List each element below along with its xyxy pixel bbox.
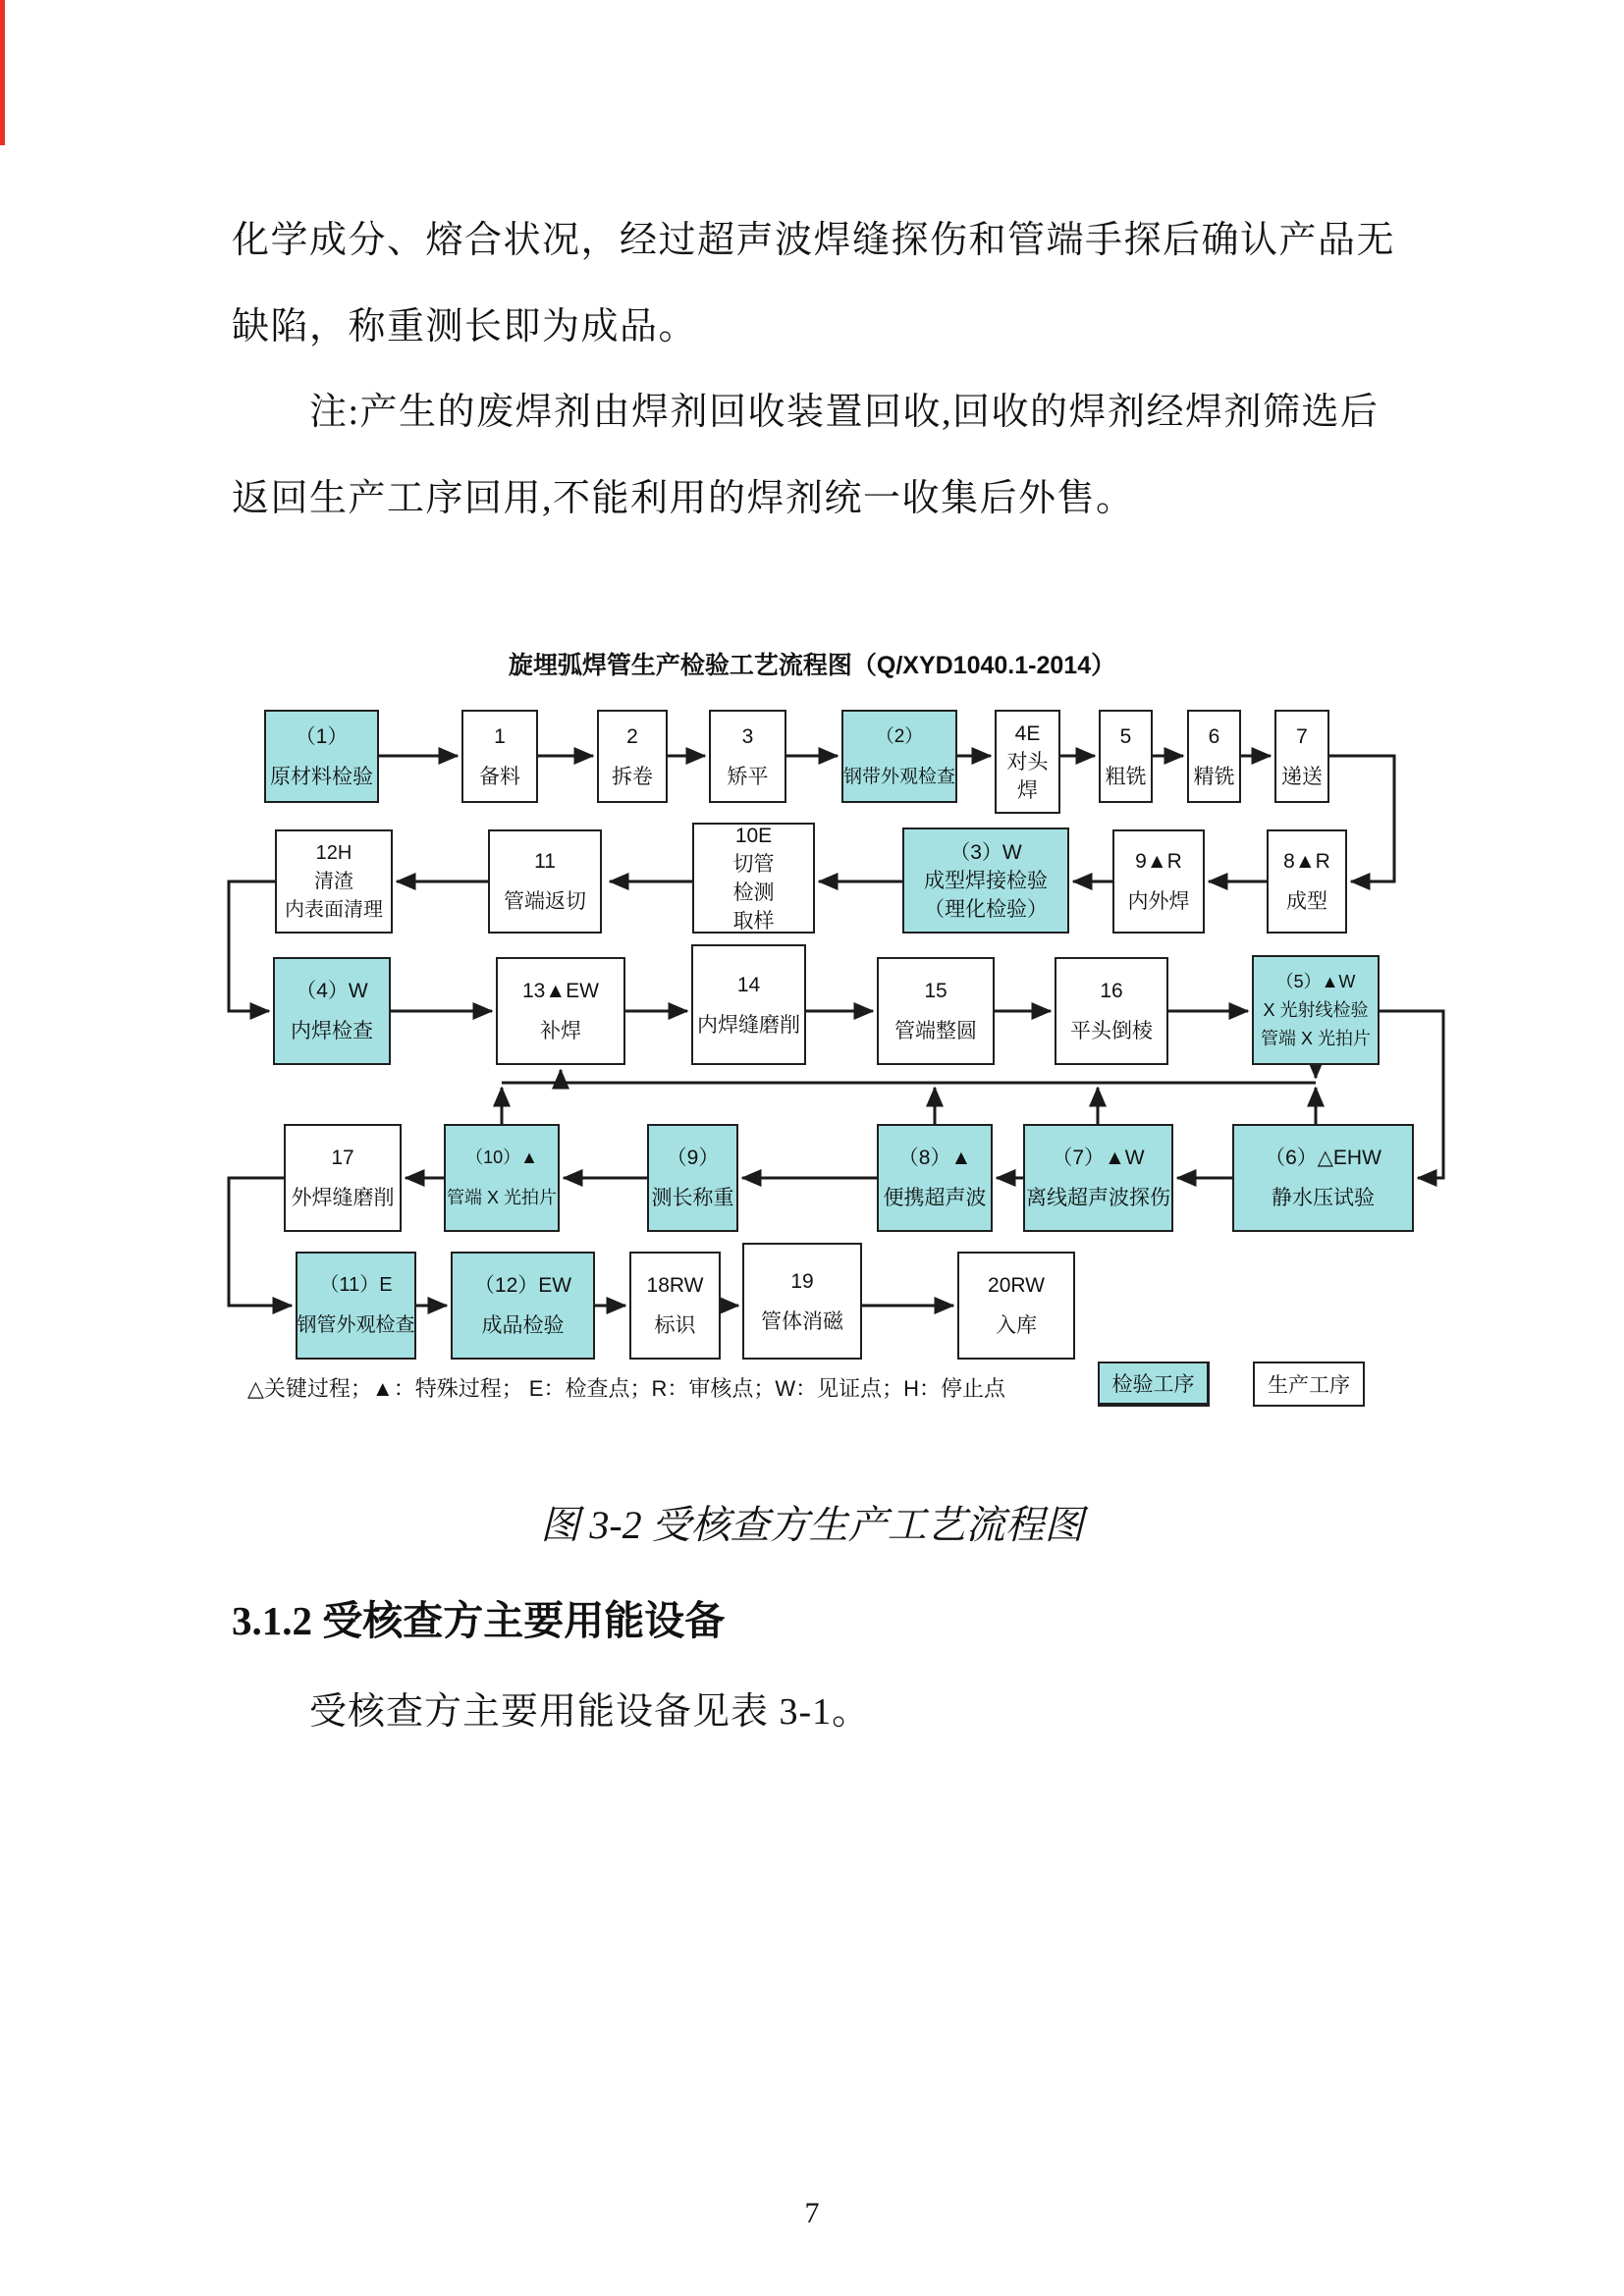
flow-node-code: （11）E [319,1274,393,1296]
flow-node-code: 7 [1296,724,1308,748]
flow-node-label: 标识 [654,1314,696,1337]
legend-key-production-label: 生产工序 [1268,1374,1350,1397]
flow-node-label: 成型 [1286,890,1327,913]
flow-node-label: X 光射线检验 [1263,999,1369,1020]
flow-node-code: 1 [494,724,506,748]
flow-node-n32 [957,1252,1075,1360]
flow-node-n3 [597,710,668,803]
flow-node-label: 离线超声波探伤 [1026,1187,1170,1209]
flow-node-label: 钢管外观检查 [297,1314,415,1336]
legend-key-inspection-label: 检验工序 [1111,1373,1195,1396]
flow-arrow [229,881,275,1011]
flow-node-label: 平头倒棱 [1070,1020,1153,1042]
flow-node-label: 入库 [996,1314,1037,1337]
flow-node-label: 测长称重 [651,1187,734,1209]
flow-node-label: 管端返切 [504,890,586,913]
flow-node-label: 精铣 [1193,765,1235,788]
flow-node-label: 备料 [479,765,520,788]
flow-node-code: 4E [1014,721,1041,745]
flow-node-label: 矫平 [727,765,769,788]
flow-node-n19 [877,957,995,1065]
flow-node-code: （4）W [296,980,368,1002]
flow-node-n7 [1099,710,1153,803]
flow-node-label: 内焊检查 [291,1020,373,1042]
flow-node-code: 11 [534,850,556,873]
flow-node-n15 [1267,829,1347,934]
flow-node-code: （9） [666,1147,720,1169]
flow-node-n5 [841,710,957,803]
flow-node-label: 清渣 [314,870,353,892]
legend-key-inspection [1098,1362,1210,1407]
flow-node-n24 [647,1124,738,1232]
flow-node-label: 检测 [732,881,775,904]
flow-node-label: 管端 X 光拍片 [1260,1028,1371,1048]
flow-node-code: 6 [1208,724,1220,748]
flow-node-n8 [1187,710,1241,803]
body-paragraph1-line1: 化学成分、熔合状况，经过超声波焊缝探伤和管端手探后确认产品无 [232,220,1396,261]
flow-node-n23 [444,1124,560,1232]
flow-node-code: （1） [295,724,349,748]
flow-node-n1 [264,710,379,803]
body-paragraph3: 受核查方主要用能设备见表 3-1。 [309,1691,871,1733]
flow-node-label: 递送 [1281,765,1323,788]
flow-node-code: 14 [736,973,761,996]
flow-node-n9 [1274,710,1329,803]
flow-node-code: 3 [741,724,754,748]
flow-node-n27 [1232,1124,1414,1232]
flow-node-n11 [488,829,602,934]
flow-node-n28 [296,1252,416,1360]
flow-node-code: 16 [1100,980,1123,1002]
flow-node-n22 [284,1124,402,1232]
flow-node-n10 [275,829,393,934]
flow-node-n13 [902,828,1069,934]
flow-node-label: 外焊缝磨削 [291,1187,395,1209]
flow-node-code: 18RW [646,1274,704,1297]
flow-node-n14 [1112,829,1205,934]
legend-key-production [1253,1362,1365,1407]
flow-node-code: 9▲R [1135,850,1182,873]
flow-node-n18 [691,944,806,1065]
flow-node-label: 管端整圆 [894,1020,977,1042]
page-number: 7 [804,2197,820,2229]
flow-node-n17 [496,957,625,1065]
flow-node-code: 5 [1119,724,1132,748]
flow-node-label: （理化检验） [924,897,1048,921]
flow-node-label: 成品检验 [481,1314,565,1337]
flow-node-label: 成型焊接检验 [924,869,1048,892]
flow-node-label: 管体消磁 [761,1309,843,1333]
flow-node-n21 [1252,955,1380,1065]
flow-node-code: （7）▲W [1052,1147,1145,1169]
figure-caption: 图 3-2 受核查方生产工艺流程图 [540,1503,1084,1547]
flow-node-code: 19 [790,1269,814,1293]
flow-node-label: 管端 X 光拍片 [446,1188,557,1207]
body-paragraph1-line2: 缺陷，称重测长即为成品。 [232,306,698,347]
flow-node-n20 [1055,957,1168,1065]
flow-arrow [229,1178,292,1306]
flow-node-label: 切管 [732,852,775,876]
section-heading: 3.1.2 受核查方主要用能设备 [232,1598,726,1643]
flow-node-n30 [629,1252,721,1360]
flow-node-label: 取样 [732,909,775,933]
flow-node-n4 [709,710,786,803]
flow-node-n16 [273,957,391,1065]
flow-node-label: 补焊 [540,1020,581,1042]
body-paragraph2-line2: 返回生产工序回用,不能利用的焊剂统一收集后外售。 [232,478,1135,519]
flow-node-code: 10E [734,824,773,847]
flow-node-code: 20RW [988,1274,1045,1297]
flow-node-n12 [692,823,815,934]
flow-node-code: （8）▲ [897,1147,972,1169]
flow-node-label: 原材料检验 [270,765,373,788]
flow-node-code: 12H [315,841,352,864]
flow-node-label: 静水压试验 [1272,1187,1375,1209]
flow-node-label: 便携超声波 [883,1187,987,1209]
flow-node-label: 对头 [1006,750,1049,774]
flow-node-n25 [877,1124,993,1232]
flow-node-n26 [1023,1124,1173,1232]
flow-node-n2 [461,710,538,803]
flow-node-label: 焊 [1017,778,1038,802]
flowchart-title: 旋埋弧焊管生产检验工艺流程图（Q/XYD1040.1-2014） [508,652,1116,679]
flowchart-legend: △关键过程；▲：特殊过程； E：检查点；R：审核点；W：见证点；H：停止点 [247,1376,1006,1401]
flow-node-code: 2 [626,724,638,748]
flow-node-label: 内外焊 [1127,890,1190,913]
flow-node-code: （3）W [949,840,1022,864]
flow-node-code: 15 [924,980,947,1002]
flow-node-code: 8▲R [1283,850,1330,873]
flow-node-code: （2） [875,725,924,747]
flow-node-n29 [451,1252,595,1360]
flow-node-code: 13▲EW [522,980,599,1002]
flow-node-label: 内焊缝磨削 [697,1013,800,1037]
flow-node-label: 钢带外观检查 [843,766,956,787]
flow-node-code: （6）△EHW [1265,1147,1381,1169]
body-paragraph2-line1: 注:产生的废焊剂由焊剂回收装置回收,回收的焊剂经焊剂筛选后 [309,392,1380,433]
flow-node-label: 粗铣 [1105,765,1147,788]
flow-node-n6 [995,710,1060,814]
flow-node-code: （10）▲ [465,1148,538,1167]
flow-node-code: （5）▲W [1275,971,1356,991]
flow-node-label: 拆卷 [612,765,653,788]
flow-node-label: 内表面清理 [285,898,383,921]
flow-node-code: （12）EW [473,1274,572,1297]
flow-node-code: 17 [331,1147,354,1169]
flow-node-n31 [742,1243,862,1360]
